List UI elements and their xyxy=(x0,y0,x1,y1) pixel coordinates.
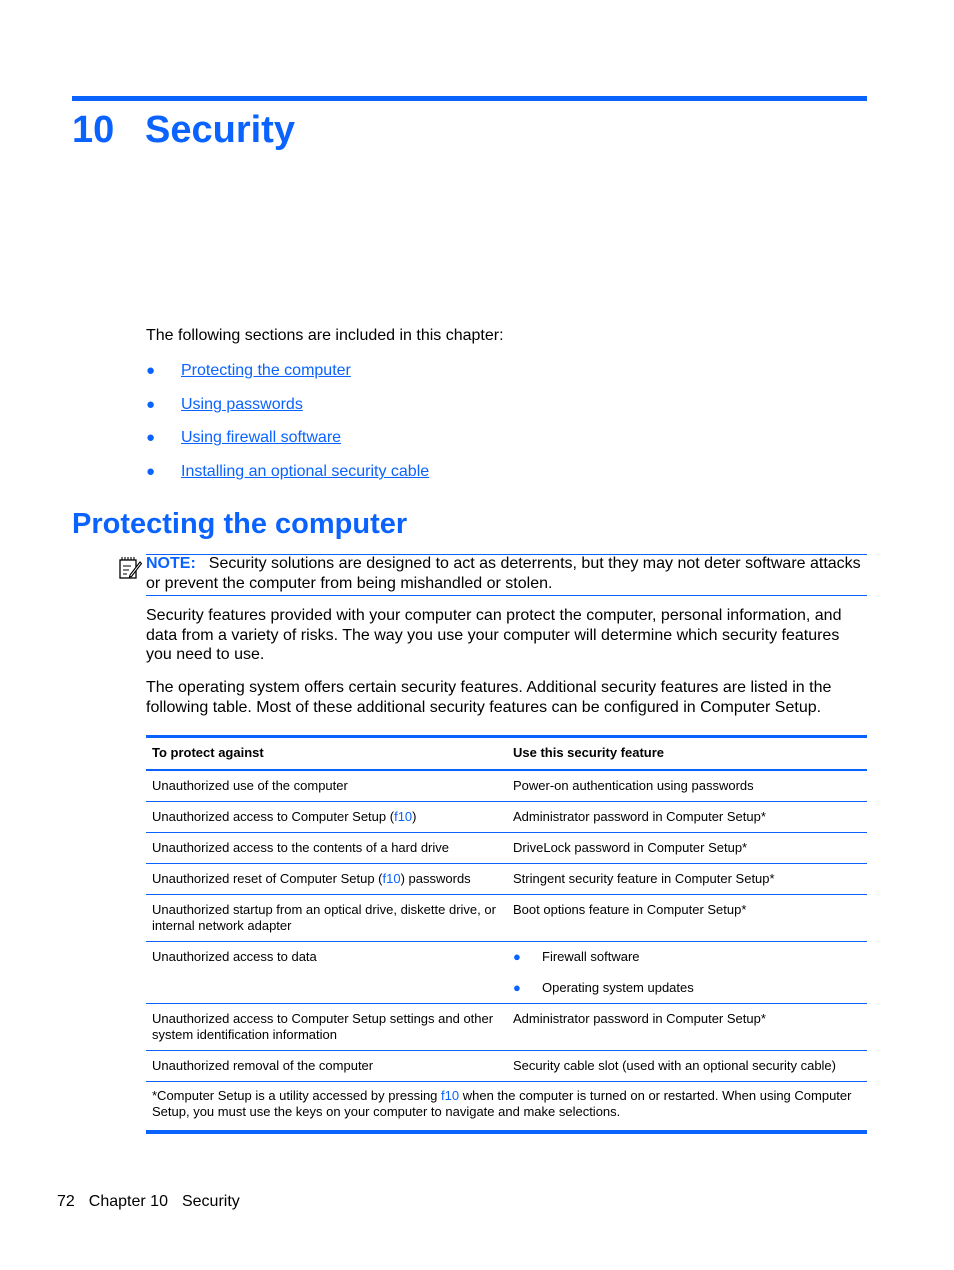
bullet-icon: ● xyxy=(513,949,521,964)
list-item xyxy=(513,949,861,980)
feature-cell: Administrator password in Computer Setup* xyxy=(507,802,867,833)
threat-cell xyxy=(146,864,507,895)
threat-text: Unauthorized access to Computer Setup ( xyxy=(152,809,395,824)
key-label: f10 xyxy=(394,809,413,824)
threat-text: ) passwords xyxy=(400,871,471,886)
bullet-icon: ● xyxy=(146,395,156,413)
note-body: Security solutions are designed to act as deterrents, but they may not deter software attacks or prevent the computer from being mishandled or stolen. xyxy=(146,555,861,592)
toc-link-security-cable[interactable]: Installing an optional security cable xyxy=(181,463,430,481)
table-footnote xyxy=(146,1082,867,1133)
feature-cell: Power-on authentication using passwords xyxy=(507,770,867,802)
page-footer xyxy=(57,1192,254,1212)
footer-title: Security xyxy=(181,1193,240,1210)
toc-link-passwords[interactable]: Using passwords xyxy=(181,395,303,413)
list-item xyxy=(513,980,861,996)
table-row xyxy=(146,802,867,833)
footer-chapter: Chapter 10 xyxy=(88,1193,168,1210)
feature-cell: Stringent security feature in Computer Setup* xyxy=(507,864,867,895)
chapter-number: 10 xyxy=(72,109,115,151)
threat-text: ) xyxy=(412,809,417,824)
feature-cell xyxy=(507,942,867,1004)
body-paragraph: Security features provided with your computer can protect the computer, personal information, and data from a variety of risks. The way you use your computer will determine which security features you need to use. xyxy=(146,607,842,664)
body-paragraph: The operating system offers certain security features. Additional security features are listed in the following table. Most of these additional security features can be configured in Computer Setup. xyxy=(146,679,832,716)
key-label: f10 xyxy=(382,871,401,886)
column-header: To protect against xyxy=(146,737,507,771)
table-row xyxy=(146,770,867,802)
section-title: Protecting the computer xyxy=(72,508,408,540)
threat-cell: Unauthorized access to the contents of a hard drive xyxy=(146,833,507,864)
threat-cell: Unauthorized access to data xyxy=(146,942,507,1004)
table-footnote-row xyxy=(146,1082,867,1133)
threat-cell: Unauthorized use of the computer xyxy=(146,770,507,802)
table-row xyxy=(146,1004,867,1051)
key-label: f10 xyxy=(441,1088,460,1103)
feature-item: Firewall software xyxy=(542,949,640,964)
table-row xyxy=(146,833,867,864)
chapter-top-rule xyxy=(72,96,867,101)
footnote-text: *Computer Setup is a utility accessed by pressing xyxy=(152,1088,442,1103)
feature-cell: Security cable slot (used with an optional security cable) xyxy=(507,1051,867,1082)
column-header: Use this security feature xyxy=(507,737,867,771)
toc-link-protecting[interactable]: Protecting the computer xyxy=(181,362,351,379)
threat-cell: Unauthorized removal of the computer xyxy=(146,1051,507,1082)
toc-link-firewall[interactable]: Using firewall software xyxy=(181,429,342,447)
table-row xyxy=(146,895,867,942)
feature-cell: Administrator password in Computer Setup* xyxy=(507,1004,867,1051)
threat-text: Unauthorized reset of Computer Setup ( xyxy=(152,871,383,886)
bullet-icon: ● xyxy=(146,429,156,447)
feature-item: Operating system updates xyxy=(542,980,694,995)
feature-cell: Boot options feature in Computer Setup* xyxy=(507,895,867,942)
table-row xyxy=(146,1051,867,1082)
threat-cell: Unauthorized startup from an optical drive, diskette drive, or internal network adapter xyxy=(146,895,507,942)
table-header-row xyxy=(146,737,867,771)
chapter-title-text: Security xyxy=(145,109,295,151)
page-number: 72 xyxy=(57,1193,75,1210)
footnote-text: when the computer is turned on or restarted. When using Computer Setup, you must use the keys on your computer to navigate and make selections. xyxy=(152,1088,852,1119)
table-row xyxy=(146,864,867,895)
bullet-icon: ● xyxy=(513,980,521,995)
bullet-icon: ● xyxy=(146,463,156,481)
intro-text: The following sections are included in this chapter: xyxy=(146,327,504,344)
threat-cell xyxy=(146,802,507,833)
feature-list xyxy=(513,949,861,996)
security-features-table xyxy=(146,735,867,1134)
feature-cell: DriveLock password in Computer Setup* xyxy=(507,833,867,864)
note-pad-icon xyxy=(118,556,142,580)
note-label: NOTE: xyxy=(146,555,196,572)
table-row xyxy=(146,942,867,1004)
bullet-icon: ● xyxy=(146,362,156,379)
chapter-title xyxy=(72,104,295,156)
note-text xyxy=(146,554,870,593)
threat-cell: Unauthorized access to Computer Setup settings and other system identification information xyxy=(146,1004,507,1051)
